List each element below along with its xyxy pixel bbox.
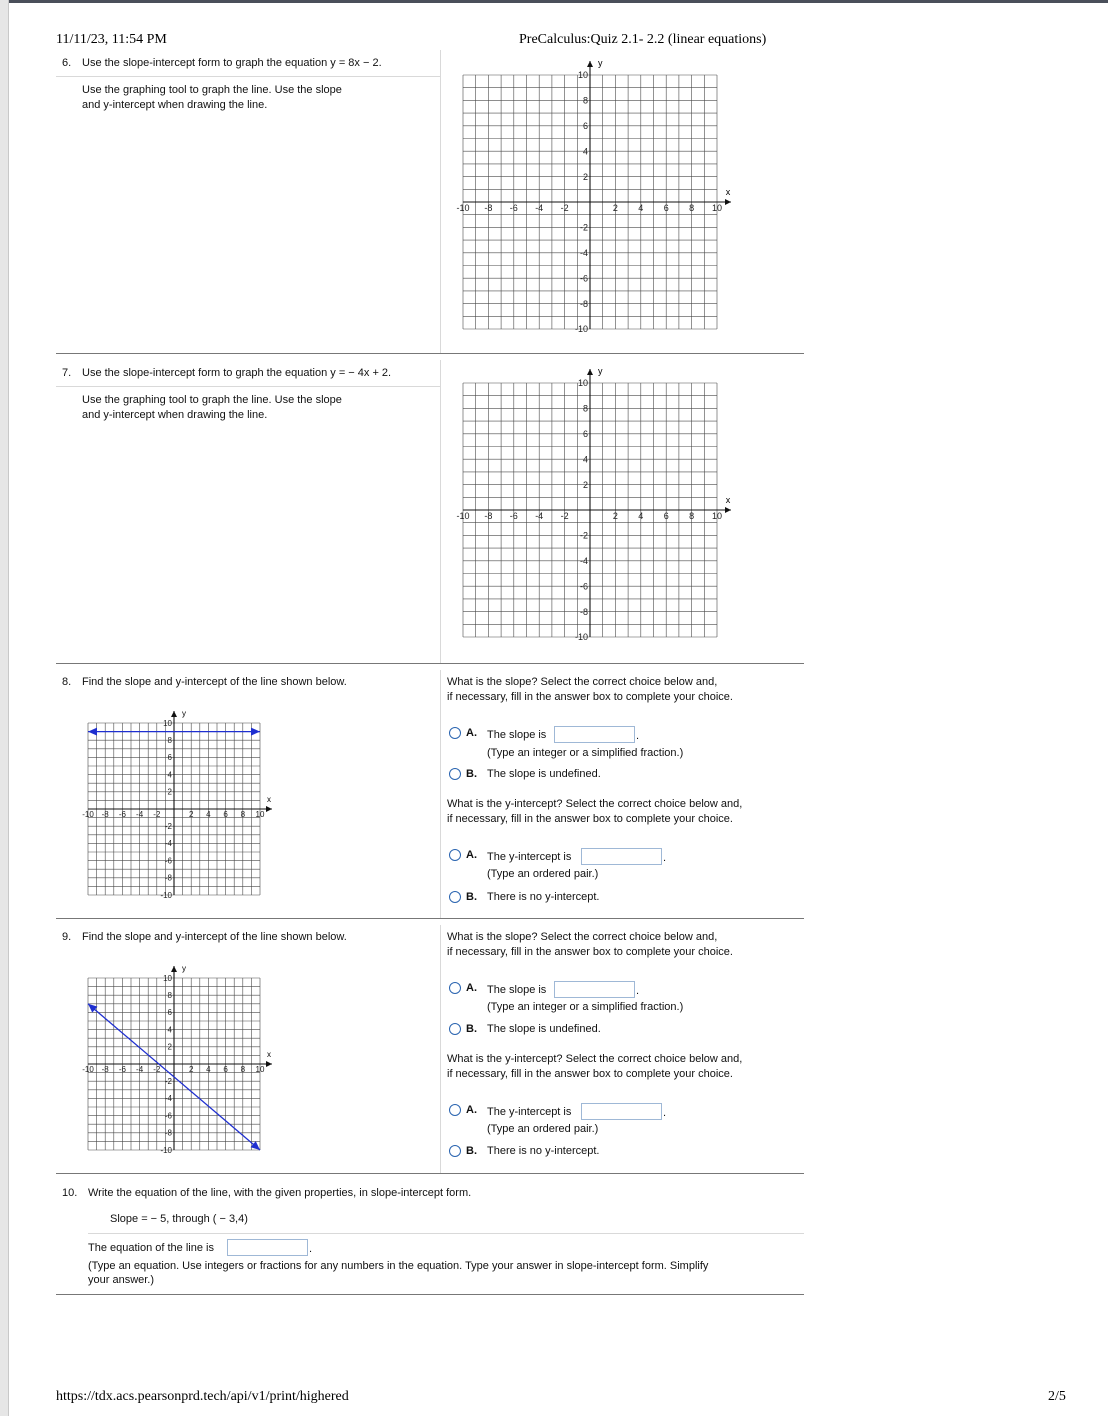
y-tick-label: 10 [577,378,588,389]
y-tick-label: 10 [163,973,172,983]
x-tick-label: 4 [638,203,644,213]
q10-hint-line2: your answer.) [88,1274,155,1286]
y-axis-arrow [171,711,177,717]
q9-intercept-answer-box[interactable] [581,1103,662,1120]
q8-slope-option-b-text: The slope is undefined. [487,768,601,780]
footer-page-number: 2/5 [1048,1389,1066,1404]
y-tick-label: -2 [164,822,172,831]
x-axis-label: x [725,495,731,505]
q8-slope-period: . [636,730,640,742]
y-tick-label: -2 [579,222,588,233]
x-tick-label: -6 [509,511,518,521]
q7-bottom-rule [56,663,804,664]
y-tick-label: -10 [160,1145,172,1155]
q8-intercept-question-line1: What is the y-intercept? Select the correct choice below and, [447,798,743,810]
q9-intercept-option-a-hint: (Type an ordered pair.) [487,1123,599,1135]
x-tick-label: 10 [711,511,723,521]
q8-number: 8. [62,676,72,688]
y-axis-arrow [171,966,177,972]
x-tick-label: -10 [456,203,470,213]
x-tick-label: 10 [255,810,265,819]
y-tick-label: -8 [164,1128,172,1138]
y-tick-label: -2 [164,1077,172,1086]
x-tick-label: -2 [560,511,569,521]
y-tick-label: 8 [167,991,172,1000]
footer-url: https://tdx.acs.pearsonprd.tech/api/v1/print/highered [56,1389,349,1404]
q8-slope-option-a-text: The slope is [487,729,547,741]
q7-column-divider [440,360,441,663]
q8-slope-question-line1: What is the slope? Select the correct choice below and, [447,676,718,688]
y-tick-label: 2 [582,479,588,490]
x-tick-label: -4 [136,810,144,819]
y-tick-label: 8 [167,736,172,745]
x-tick-label: 6 [663,511,669,521]
q8-slope-answer-box[interactable] [554,726,635,743]
x-tick-label: -6 [509,203,518,213]
q6-graphing-grid[interactable] [448,58,738,336]
q6-prompt-divider [56,76,440,77]
q6-bottom-rule [56,353,804,354]
q8-intercept-option-b-text: There is no y-intercept. [487,891,600,903]
y-axis-label: y [182,709,186,718]
x-axis-label: x [725,187,731,197]
y-axis-label: y [598,366,603,376]
y-tick-label: -8 [579,606,588,617]
q7-instruction-line2: and y-intercept when drawing the line. [82,409,268,421]
y-tick-label: -10 [160,890,172,900]
q9-slope-option-b-radio[interactable] [449,1023,461,1035]
q7-prompt-divider [56,386,440,387]
q9-slope-option-a-radio[interactable] [449,982,461,994]
x-tick-label: -8 [101,1065,109,1074]
q6-prompt: Use the slope-intercept form to graph the equation y = 8x − 2. [82,57,382,69]
q9-bottom-rule [56,1173,804,1174]
y-tick-label: -6 [164,1111,172,1121]
y-tick-label: 4 [167,770,172,780]
y-tick-label: 6 [582,120,588,131]
q8-intercept-option-b-letter: B. [466,891,477,903]
x-tick-label: -2 [153,810,161,819]
q8-slope-option-b-letter: B. [466,768,477,780]
x-tick-label: 2 [612,511,618,521]
y-tick-label: 8 [582,403,588,414]
x-tick-label: -4 [535,511,544,521]
y-axis-label: y [182,964,186,973]
y-axis-arrow [587,61,593,67]
q8-slope-option-b-radio[interactable] [449,768,461,780]
y-tick-label: -2 [579,530,588,541]
q9-number: 9. [62,931,72,943]
q8-intercept-question-line2: if necessary, fill in the answer box to complete your choice. [447,813,733,825]
x-axis-label: x [267,1050,271,1059]
x-tick-label: 6 [223,810,228,819]
y-tick-label: -8 [164,873,172,883]
x-axis-label: x [267,795,271,804]
q9-intercept-option-a-radio[interactable] [449,1104,461,1116]
q9-prompt: Find the slope and y-intercept of the line shown below. [82,931,347,943]
x-tick-label: 10 [711,203,723,213]
q8-prompt: Find the slope and y-intercept of the line shown below. [82,676,347,688]
q6-number: 6. [62,57,72,69]
y-axis-label: y [598,58,603,68]
x-tick-label: -8 [484,203,493,213]
q10-bottom-rule [56,1294,804,1295]
q9-intercept-question-line2: if necessary, fill in the answer box to complete your choice. [447,1068,733,1080]
x-tick-label: -10 [82,810,94,819]
q7-number: 7. [62,367,72,379]
q9-intercept-option-b-radio[interactable] [449,1145,461,1157]
y-tick-label: 8 [582,95,588,106]
x-tick-label: -4 [535,203,544,213]
y-tick-label: 4 [582,454,588,465]
q9-slope-option-b-letter: B. [466,1023,477,1035]
q8-plotted-line-arrow-end [251,728,260,736]
q10-number: 10. [62,1187,78,1199]
y-tick-label: 10 [577,70,588,81]
q9-slope-question-line1: What is the slope? Select the correct choice below and, [447,931,718,943]
q8-slope-option-a-radio[interactable] [449,727,461,739]
x-tick-label: -6 [118,1065,126,1074]
q9-slope-option-a-hint: (Type an integer or a simplified fraction.) [487,1001,684,1013]
y-tick-label: 2 [582,171,588,182]
q6-instruction-line1: Use the graphing tool to graph the line. Use the slope [82,84,342,96]
y-tick-label: -6 [164,856,172,866]
browser-top-bar [0,0,1108,3]
q8-intercept-period: . [663,852,667,864]
q10-period: . [309,1243,313,1255]
y-tick-label: 4 [167,1025,172,1035]
y-tick-label: -8 [579,298,588,309]
y-tick-label: 6 [582,428,588,439]
x-tick-label: 2 [188,1065,194,1074]
y-tick-label: -4 [164,1094,172,1104]
y-tick-label: 2 [167,787,172,797]
x-tick-label: 4 [206,1065,211,1074]
x-tick-label: -8 [101,810,109,819]
q8-plotted-line-arrow-start [88,728,97,736]
y-tick-label: 2 [167,1042,172,1052]
q8-intercept-answer-box[interactable] [581,848,662,865]
q8-slope-option-a-letter: A. [466,727,477,739]
x-tick-label: 2 [188,810,194,819]
y-tick-label: -6 [579,581,588,592]
x-tick-label: 8 [689,203,695,213]
x-tick-label: 4 [206,810,211,819]
q7-graphing-grid[interactable] [448,367,738,645]
q9-intercept-option-a-letter: A. [466,1104,477,1116]
x-tick-label: -10 [456,511,470,521]
x-tick-label: -8 [484,511,493,521]
q6-column-divider [440,50,441,353]
x-axis-arrow [266,806,272,812]
q8-slope-option-a-hint: (Type an integer or a simplified fraction.) [487,747,684,759]
q10-answer-label: The equation of the line is [88,1242,214,1254]
q10-given-divider [88,1233,804,1234]
y-tick-label: -10 [574,324,588,335]
y-tick-label: 10 [163,718,172,728]
y-tick-label: 6 [167,1008,172,1018]
q9-slope-option-a-text: The slope is [487,984,547,996]
x-tick-label: -2 [560,203,569,213]
q8-slope-question-line2: if necessary, fill in the answer box to complete your choice. [447,691,733,703]
q9-intercept-option-a-text: The y-intercept is [487,1106,572,1118]
q9-slope-period: . [636,985,640,997]
x-tick-label: 6 [663,203,669,213]
x-axis-arrow [266,1061,272,1067]
x-tick-label: -10 [82,1065,94,1074]
q8-intercept-option-a-radio[interactable] [449,849,461,861]
x-axis-arrow [725,507,731,513]
q10-prompt: Write the equation of the line, with the given properties, in slope-intercept form. [88,1187,472,1199]
x-tick-label: 10 [255,1065,265,1074]
y-tick-label: -4 [579,555,588,566]
x-tick-label: 2 [612,203,618,213]
q9-slope-question-line2: if necessary, fill in the answer box to complete your choice. [447,946,733,958]
page-left-edge [0,0,9,1416]
x-tick-label: 8 [240,810,246,819]
q8-intercept-option-a-hint: (Type an ordered pair.) [487,868,599,880]
q7-instruction-line1: Use the graphing tool to graph the line. Use the slope [82,394,342,406]
q9-slope-option-a-letter: A. [466,982,477,994]
q9-intercept-option-b-letter: B. [466,1145,477,1157]
y-tick-label: -10 [574,632,588,643]
q7-prompt: Use the slope-intercept form to graph the equation y = − 4x + 2. [82,367,392,379]
x-tick-label: 8 [689,511,695,521]
x-tick-label: 6 [223,1065,228,1074]
q10-hint-line1: (Type an equation. Use integers or fractions for any numbers in the equation. Type your answer in slope-intercept form. Simplify [88,1260,709,1272]
q8-intercept-option-a-text: The y-intercept is [487,851,572,863]
y-tick-label: -6 [579,273,588,284]
print-datetime: 11/11/23, 11:54 PM [56,32,167,47]
q10-given: Slope = − 5, through ( − 3,4) [110,1213,248,1225]
q9-slope-answer-box[interactable] [554,981,635,998]
y-axis-arrow [587,369,593,375]
q9-intercept-option-b-text: There is no y-intercept. [487,1145,600,1157]
q6-instruction-line2: and y-intercept when drawing the line. [82,99,268,111]
q8-line-graph [82,702,288,900]
q8-column-divider [440,670,441,918]
q9-intercept-period: . [663,1107,667,1119]
y-tick-label: 4 [582,146,588,157]
x-tick-label: -6 [118,810,126,819]
q8-intercept-option-a-letter: A. [466,849,477,861]
y-tick-label: 6 [167,753,172,763]
x-tick-label: 8 [240,1065,246,1074]
y-tick-label: -4 [164,839,172,849]
x-tick-label: -4 [136,1065,144,1074]
q10-equation-answer-box[interactable] [227,1239,308,1256]
q9-slope-option-b-text: The slope is undefined. [487,1023,601,1035]
q9-intercept-question-line1: What is the y-intercept? Select the correct choice below and, [447,1053,743,1065]
quiz-title: PreCalculus:Quiz 2.1- 2.2 (linear equations) [519,32,767,47]
x-axis-arrow [725,199,731,205]
y-tick-label: -4 [579,247,588,258]
x-tick-label: 4 [638,511,644,521]
q8-intercept-option-b-radio[interactable] [449,891,461,903]
q8-bottom-rule [56,918,804,919]
q9-column-divider [440,925,441,1173]
x-tick-label: -2 [153,1065,161,1074]
q9-line-graph [82,957,288,1155]
